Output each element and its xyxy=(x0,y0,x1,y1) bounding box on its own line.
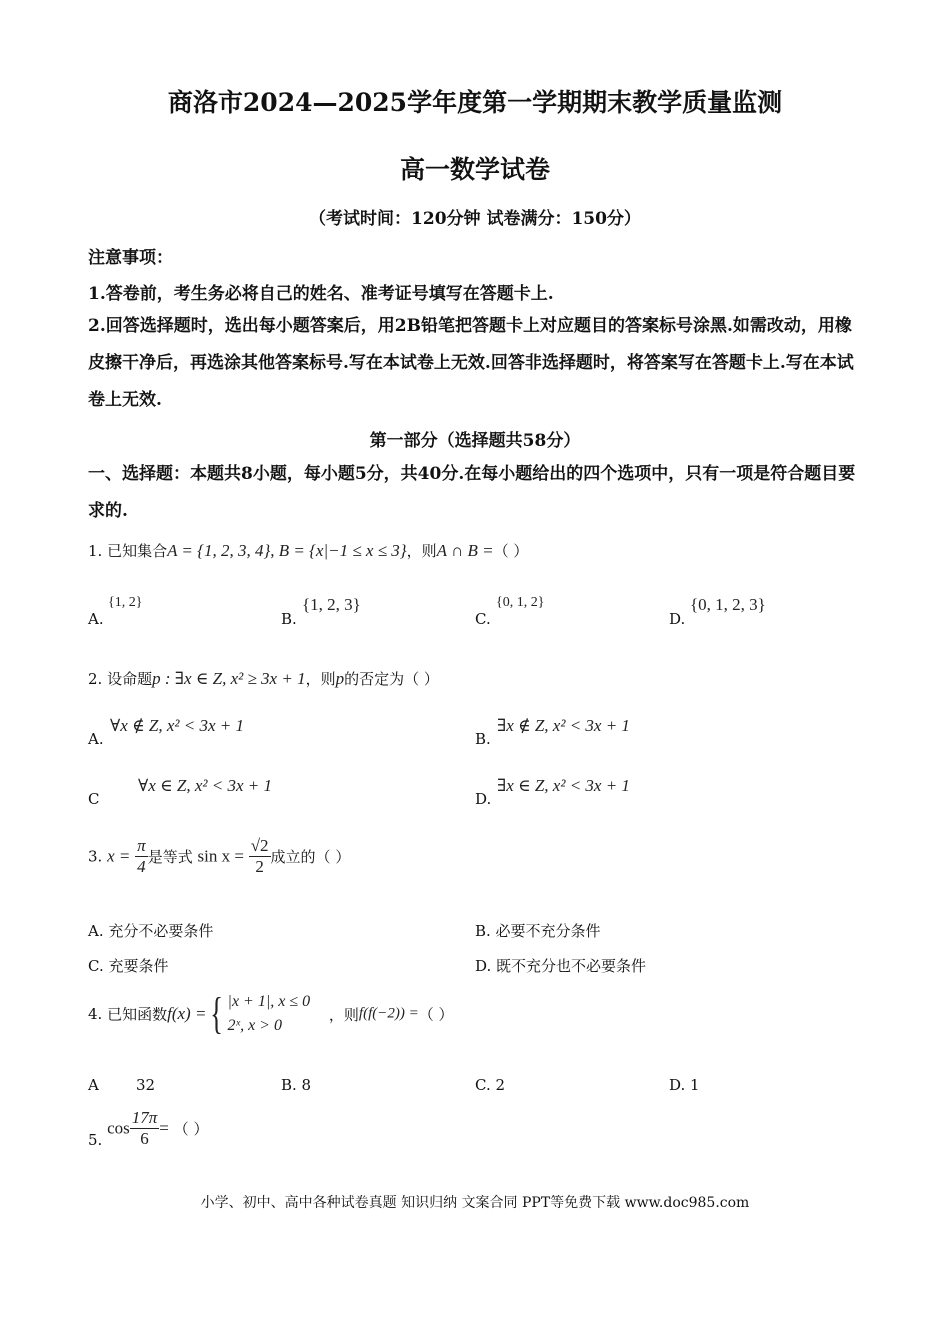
option-c-math: ∀x ∈ Z, x² < 3x + 1 xyxy=(138,776,272,795)
question-3 xyxy=(88,836,350,877)
case-2: 2ˣ, x > 0 xyxy=(227,1017,282,1034)
option-b-math: {1, 2, 3} xyxy=(302,595,361,614)
fraction-denominator: 6 xyxy=(140,1129,149,1148)
option-label: C. xyxy=(475,610,491,628)
section-instructions: 一、选择题：本题共8小题，每小题5分，共40分.在每小题给出的四个选项中，只有一项是符合题目要求的. xyxy=(88,464,856,521)
option-b xyxy=(281,610,297,628)
option-a: A. 充分不必要条件 xyxy=(88,922,214,940)
option-c: C. 2 xyxy=(475,1076,506,1094)
option-d: D. xyxy=(475,790,492,808)
note-item-1: 1.答卷前，考生务必将自己的姓名、准考证号填写在答题卡上. xyxy=(88,284,554,304)
option-c: C. 充要条件 xyxy=(88,957,169,975)
question-text: 已知函数 xyxy=(107,1005,168,1024)
option-label: D. xyxy=(669,610,686,628)
answer-paren: （ ） xyxy=(418,1005,454,1024)
question-text: ，则 xyxy=(305,670,336,688)
exam-info: （考试时间：120分钟 试卷满分：150分） xyxy=(309,209,641,229)
question-text: 的否定为（ ） xyxy=(344,670,439,688)
question-number: 1. xyxy=(88,542,103,560)
option-c-math: {0, 1, 2} xyxy=(496,595,545,610)
question-math: = xyxy=(159,1118,169,1138)
question-math: A = {1, 2, 3, 4}, B = {x|−1 ≤ x ≤ 3} xyxy=(167,541,407,560)
question-number: 5. xyxy=(88,1131,103,1149)
option-d-math: {0, 1, 2, 3} xyxy=(690,595,766,614)
option-a: A. xyxy=(88,730,104,748)
fraction-denominator: 4 xyxy=(137,857,146,876)
option-a-math: {1, 2} xyxy=(108,595,143,610)
question-math: A ∩ B = xyxy=(436,541,494,560)
option-label: A. xyxy=(88,610,104,628)
question-number: 4. xyxy=(88,1005,103,1023)
fraction-sqrt2-over-2 xyxy=(249,836,271,877)
question-4 xyxy=(88,990,454,1038)
option-a: A xyxy=(88,1076,99,1094)
fraction-denominator: 2 xyxy=(255,857,264,876)
fraction-numerator: √2 xyxy=(250,836,269,855)
option-c: C xyxy=(88,790,100,808)
piecewise-cases xyxy=(228,990,311,1038)
option-a-value: 32 xyxy=(136,1076,156,1094)
option-c xyxy=(475,610,491,628)
question-number: 3. xyxy=(88,847,103,866)
notes-heading: 注意事项： xyxy=(88,248,173,268)
question-text: ，则 xyxy=(328,1005,359,1024)
question-text: 已知集合 xyxy=(107,542,168,560)
note-item-2: 2.回答选择题时，选出每小题答案后，用2B铅笔把答题卡上对应题目的答案标号涂黑.如需改动，用橡皮擦干净后，再选涂其他答案标号.写在本试卷上无效.回答非选择题时，将答案写在答题卡上.写在本试卷上无效. xyxy=(88,316,854,410)
option-b-math: ∃x ∉ Z, x² < 3x + 1 xyxy=(497,716,630,735)
option-a xyxy=(88,610,104,628)
question-math: f(f(−2)) = xyxy=(358,1005,419,1022)
option-label: B. xyxy=(281,610,297,628)
fraction-pi-over-4 xyxy=(135,836,148,877)
question-text: ，则 xyxy=(406,542,437,560)
fraction-numerator: π xyxy=(137,836,146,855)
answer-paren: （ ） xyxy=(173,1120,209,1138)
question-math: x = xyxy=(107,846,131,866)
question-math: p xyxy=(335,669,345,688)
option-d: D. 1 xyxy=(669,1076,700,1094)
option-d-math: ∃x ∈ Z, x² < 3x + 1 xyxy=(497,776,630,795)
exam-title: 商洛市2024—2025学年度第一学期期末教学质量监测 xyxy=(167,88,783,117)
option-d xyxy=(669,610,685,628)
question-text: 设命题 xyxy=(107,670,153,688)
fraction-17pi-over-6 xyxy=(130,1108,160,1149)
piecewise-brace: { xyxy=(210,989,224,1038)
fraction-numerator: 17π xyxy=(131,1108,158,1127)
option-a-math: ∀x ∉ Z, x² < 3x + 1 xyxy=(110,716,244,735)
question-text: 是等式 xyxy=(147,848,193,866)
question-1 xyxy=(88,540,528,561)
footer-text: 小学、初中、高中各种试卷真题 知识归纳 文案合同 PPT等免费下载 www.doc985.com xyxy=(200,1195,750,1211)
question-5 xyxy=(88,1108,208,1149)
option-b: B. 必要不充分条件 xyxy=(475,922,601,940)
exam-subtitle: 高一数学试卷 xyxy=(399,155,550,184)
question-math: p : ∃x ∈ Z, x² ≥ 3x + 1 xyxy=(152,669,306,688)
case-1: |x + 1|, x ≤ 0 xyxy=(227,993,311,1010)
question-number: 2. xyxy=(88,670,103,688)
option-b: B. 8 xyxy=(281,1076,312,1094)
answer-paren: （ ） xyxy=(493,542,529,560)
question-2 xyxy=(88,668,439,689)
question-math: f(x) = xyxy=(167,1004,207,1023)
question-text: 成立的（ ） xyxy=(270,848,351,866)
question-math: sin x = xyxy=(197,846,244,866)
part1-heading: 第一部分（选择题共58分） xyxy=(369,431,581,451)
question-math: cos xyxy=(107,1118,130,1138)
option-b: B. xyxy=(475,730,491,748)
option-d: D. 既不充分也不必要条件 xyxy=(475,957,647,975)
